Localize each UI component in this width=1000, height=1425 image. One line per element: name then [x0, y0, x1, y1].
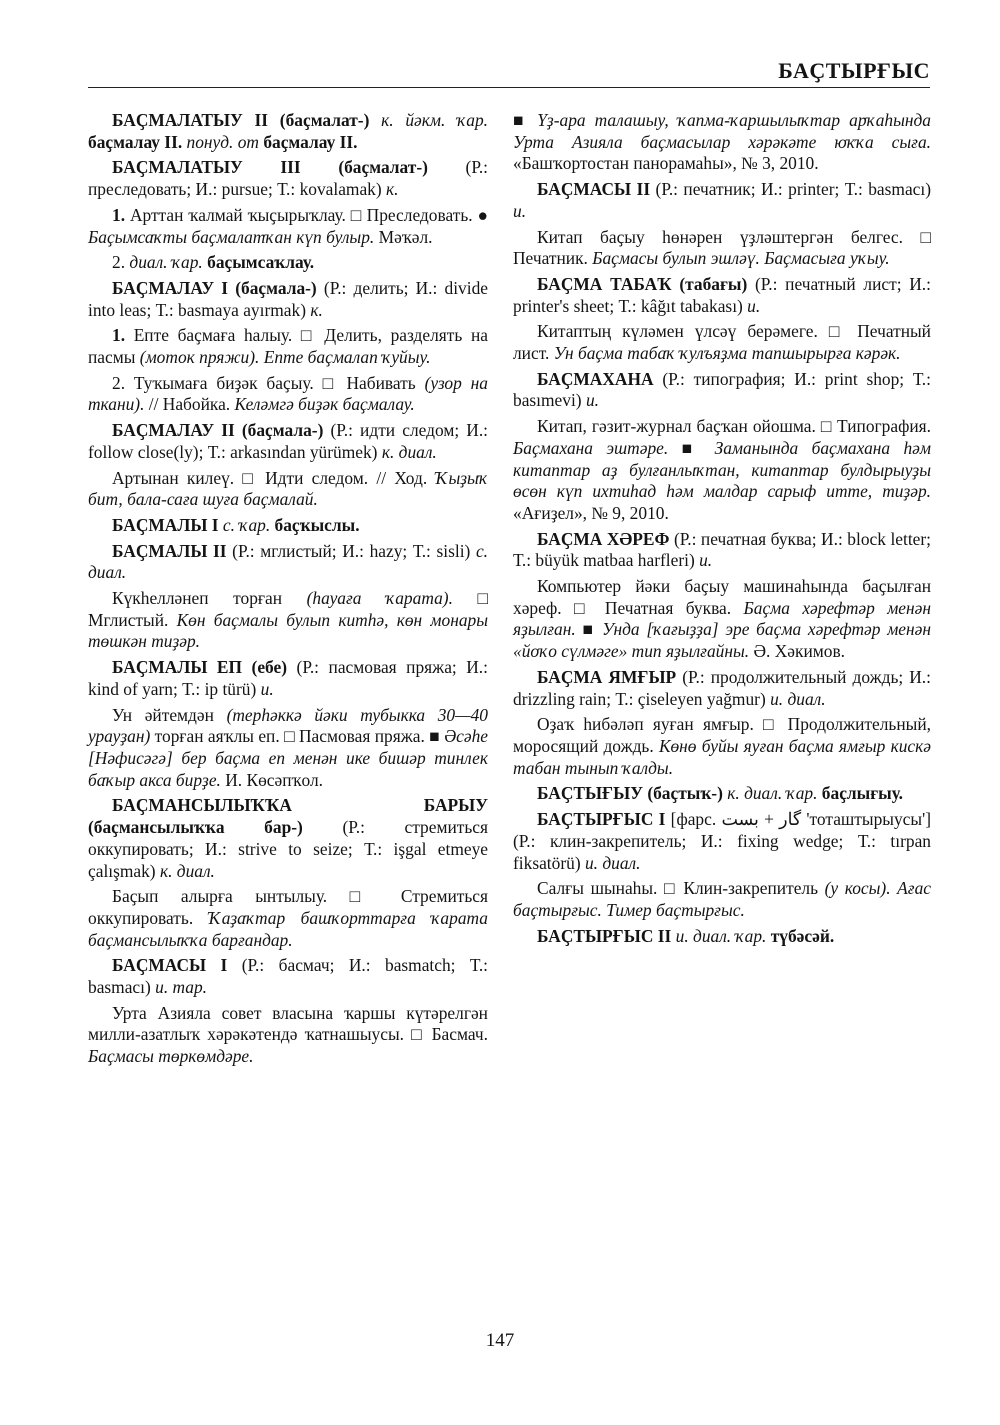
- text: ■: [513, 110, 538, 130]
- text: Мәҡәл.: [378, 226, 433, 247]
- italic-text: понуд. от: [186, 131, 264, 152]
- bold-text: түбәсәй.: [770, 925, 835, 946]
- entry-basmalau-1: [88, 278, 488, 321]
- bold-text: баҫлығыу.: [821, 783, 904, 804]
- text: Оҙаҡ һибәләп яуған ямғыр. □ Продолжительный, моросящий дождь.: [513, 714, 931, 756]
- italic-text: Баҫма хәрефтәр менән яҙылған.: [513, 597, 931, 640]
- italic-text: с. диал.: [88, 540, 489, 583]
- entry-basmakhana: [513, 369, 931, 412]
- text: Салғы шынаһы. □ Клин-закрепитель: [537, 878, 825, 899]
- bold-text: БАҪМАЛЫ ЕП (ебе): [112, 657, 297, 678]
- italic-text: и.: [585, 390, 599, 411]
- bold-text: БАҪМАЛАУ II (баҫмала-): [112, 420, 331, 441]
- bold-text: БАҪМАХАНА: [537, 368, 663, 389]
- bold-text: БАҪТЫРҒЫС I: [537, 809, 671, 830]
- bold-text: БАҪМАЛАТЫУ II (баҫмалат-): [112, 110, 382, 130]
- entry-basmaly-ep: [88, 657, 488, 700]
- sense: [88, 705, 488, 792]
- text: (Р.: мглистый; И.: hazy; Т.: sisli): [232, 540, 476, 561]
- sense: [88, 205, 488, 248]
- text: (Р.: басмач; И.: basmatch; Т.: basmacı): [88, 955, 488, 998]
- italic-text: диал. ҡар.: [129, 252, 208, 273]
- text: □ Мглистый.: [88, 588, 489, 630]
- text: [фарс. گار + بست 'тоташтырыусы'] (Р.: клин-закрепитель; И.: fixing wedge; Т.: tırpan fiksatörü): [513, 809, 931, 873]
- italic-text: Үҙ-ара талашыу, ҡапма-ҡаршылыҡтар арҡаһында Урта Азияла баҫмасылар хәрәкәте юҡҡа сыға.: [513, 110, 931, 152]
- bold-text: ●: [477, 204, 489, 225]
- text: Баҫып алырға ынтылыу. □ Стремиться оккупировать.: [88, 886, 488, 928]
- text: Ә. Хәкимов.: [753, 641, 846, 662]
- italic-text: к.: [310, 299, 323, 320]
- text: ■: [582, 619, 603, 640]
- entry-basmalatyu-3: [88, 157, 488, 200]
- italic-text: (моток пряжи). Епте баҫмалап ҡуйыу.: [139, 347, 431, 368]
- example: [513, 110, 931, 175]
- bold-text: баҫымсаҡлау.: [207, 252, 315, 273]
- entry-bastyrgys-2: [513, 926, 931, 948]
- bold-text: баҫмалау II.: [263, 131, 358, 152]
- sense: [88, 325, 488, 368]
- text: торған аяҡлы еп. □ Пасмовая пряжа. ■: [154, 726, 445, 747]
- entry-bastygyu: [513, 783, 931, 805]
- text: Урта Азияла совет власына ҡаршы күтәрелгән милли-азатлыҡ хәрәкәтендә ҡатнашыусы. □ Басмач.: [88, 1002, 488, 1045]
- entry-basma-yamgyr: [513, 667, 931, 710]
- bold-text: БАҪМАЛАУ I (баҫмала-): [112, 277, 324, 298]
- text: Китап баҫыу һөнәрен үҙләштергән белгес. □ Печатник.: [513, 226, 931, 269]
- italic-text: Ун баҫма табаҡ ҡулъяҙма тапшырырға кәрәк.: [553, 343, 901, 364]
- sense: [513, 321, 931, 364]
- italic-text: (һауаға ҡарата).: [306, 588, 478, 609]
- text: // Набойка.: [148, 394, 235, 415]
- italic-text: к. диал. ҡар.: [727, 783, 822, 804]
- italic-text: Заманында баҫмахана һәм китаптар аҙ булғанлыҡтан, китаптар булдырыуҙы өсөн күп ихтиһад һәм малдар сарыф итте, тиҙәр.: [513, 437, 931, 502]
- text: (Р.: печатник; И.: printer; Т.: basmacı): [655, 179, 932, 200]
- bold-text: БАҪМАЛАТЫУ III (баҫмалат-): [112, 157, 466, 178]
- italic-text: Көнө буйы яуған баҫма ямғыр кискә табан тынып ҡалды.: [513, 735, 931, 778]
- italic-text: и.: [260, 678, 274, 699]
- text: «Ағиҙел», № 9, 2010.: [513, 502, 669, 523]
- italic-text: и.: [699, 550, 713, 571]
- page-number: 147: [485, 1330, 515, 1351]
- text: Артынан килеү. □ Идти следом. // Ход.: [112, 467, 436, 488]
- bold-text: 1.: [112, 325, 134, 346]
- text: ■: [681, 437, 715, 458]
- entry-basmalau-2: [88, 420, 488, 463]
- sense: [88, 886, 488, 951]
- italic-text: Ҡаҙаҡтар башҡорттарға ҡарата баҫмансылыҡҡа барғандар.: [88, 907, 488, 950]
- italic-text: Баҫмахана эштәре.: [513, 437, 682, 458]
- italic-text: к. йәкм. ҡар.: [381, 110, 488, 130]
- entry-basmasy-1: [88, 955, 488, 998]
- sense: [88, 1003, 488, 1068]
- bold-text: БАҪМА ТАБАҠ (табағы): [537, 273, 755, 294]
- text: Ун әйтемдән: [112, 704, 227, 725]
- left-column: [88, 110, 488, 1072]
- bold-text: БАҪМА ХӘРЕФ: [537, 528, 674, 549]
- sense: [513, 714, 931, 779]
- entry-basmasy-2: [513, 179, 931, 222]
- header-rule: [88, 87, 930, 88]
- italic-text: (узор на ткани).: [88, 372, 489, 415]
- sense: [88, 468, 488, 511]
- bold-text: БАҪМАЛЫ I: [112, 514, 223, 535]
- running-head: БАҪТЫРҒЫС: [778, 58, 930, 83]
- text: 2. Туҡымаға биҙәк баҫыу. □ Набивать: [112, 372, 425, 393]
- text: (Р.: преследовать; И.: pursue; Т.: kovalamak): [88, 157, 488, 200]
- sense: [513, 576, 931, 663]
- italic-text: с. ҡар.: [222, 514, 275, 535]
- bold-text: БАҪМА ЯМҒЫР: [537, 666, 683, 687]
- entry-basmaly-1: [88, 515, 488, 537]
- text: (Р.: идти следом; И.: follow close(ly); Т.: arkasından yürümek): [88, 420, 489, 462]
- sense: [88, 252, 488, 274]
- bold-text: БАҪМАСЫ I: [112, 955, 242, 976]
- sense: [513, 416, 931, 525]
- text: (Р.: стремиться оккупировать; И.: strive to seize; Т.: işgal etmeye çalışmak): [88, 817, 489, 881]
- italic-text: и. диал.: [770, 688, 826, 709]
- italic-text: Баҫмасы булып эшләү. Баҫмасыға уҡыу.: [592, 248, 890, 269]
- italic-text: (терһәккә йәки тубыкка 30—40 урауҙан): [88, 704, 488, 747]
- italic-text: и.: [513, 200, 527, 221]
- italic-text: к.: [386, 179, 399, 200]
- italic-text: Келәмгә биҙәк баҫмалау.: [234, 394, 415, 415]
- text: Китаптың күләмен үлсәү берәмеге. □ Печатный лист.: [513, 321, 931, 364]
- right-column: [513, 110, 931, 951]
- italic-text: Көн баҫмалы булып китһә, көн монары төшкән тиҙәр.: [88, 609, 488, 652]
- bold-text: 1.: [112, 204, 130, 225]
- italic-text: Унда [ҡағыҙҙа] эре баҫма хәрефтәр менән «йоҡо сүлмәге» тип яҙылғайны.: [513, 619, 931, 662]
- entry-bastyrgys-1: [513, 809, 931, 874]
- entry-basmalatyu-2: [88, 110, 488, 153]
- text: (Р.: печатная буква; И.: block letter; Т.: büyük matbaa harfleri): [513, 528, 931, 571]
- bold-text: БАҪМАНСЫЛЫҠҠА БАРЫУ (баҫмансылыҡҡа бар-): [88, 795, 488, 838]
- text: Китап, гәзит-журнал баҫҡан ойошма. □ Типография.: [537, 416, 931, 437]
- text: (Р.: печатный лист; И.: printer's sheet; Т.: kâğıt tabakası): [513, 273, 931, 316]
- italic-text: (у косы). Ағас баҫтырғыс. Тимер баҫтырғыс.: [513, 878, 931, 920]
- entry-basma-tabak: [513, 274, 931, 317]
- text: (Р.: типография; И.: print shop; Т.: basımevi): [513, 368, 931, 411]
- entry-basmaly-2: [88, 541, 488, 584]
- italic-text: и. диал. ҡар.: [675, 925, 771, 946]
- text: (Р.: делить; И.: divide into leas; Т.: basmaya ayırmak): [88, 277, 488, 320]
- italic-text: Баҫымсаҡты баҫмалатҡан күп булыр.: [88, 226, 379, 247]
- text: 2.: [112, 252, 130, 273]
- italic-text: Ҡыҙыҡ бит, бала-саға шуға баҫмалай.: [88, 467, 488, 510]
- italic-text: и.: [747, 295, 761, 316]
- text: И. Көсәпҡол.: [225, 769, 324, 790]
- text: (Р.: пасмовая пряжа; И.: kind of yarn; Т.: ip türü): [88, 657, 488, 699]
- bold-text: БАҪМАЛЫ II: [112, 540, 233, 561]
- entry-basmansylykka: [88, 795, 488, 882]
- entry-basma-khareф: [513, 529, 931, 572]
- italic-text: и. тар.: [155, 977, 208, 998]
- italic-text: Әсәһе [Нәфисәгә] бер баҫма еп менән ике бишәр тинлек баҡыр акса бирҙе.: [88, 726, 488, 790]
- bold-text: баҫмалау II.: [88, 131, 187, 152]
- text: Компьютер йәки баҫыу машинаһында баҫылған хәреф. □ Печатная буква.: [513, 576, 931, 618]
- bold-text: БАҪТЫҒЫУ (баҫтыҡ-): [537, 783, 728, 804]
- bold-text: баҫҡыслы.: [274, 514, 360, 535]
- italic-text: и. диал.: [584, 852, 641, 873]
- text: (Р.: продолжительный дождь; И.: drizzling rain; Т.: çiseleyen yağmur): [513, 666, 931, 709]
- text: Арттан ҡалмай ҡыҫырыҡлау. □ Преследовать.: [129, 204, 478, 225]
- sense: [88, 588, 488, 653]
- italic-text: к. диал.: [159, 860, 215, 881]
- text: Епте баҫмаға һалыу. □ Делить, разделять на пасмы: [88, 325, 488, 368]
- bold-text: БАҪТЫРҒЫС II: [537, 925, 676, 946]
- sense: [513, 878, 931, 921]
- italic-text: Баҫмасы төркөмдәре.: [88, 1046, 254, 1067]
- sense: [88, 373, 488, 416]
- italic-text: к. диал.: [381, 441, 437, 462]
- text: «Башҡортостан панорамаһы», № 3, 2010.: [513, 153, 819, 174]
- bold-text: БАҪМАСЫ II: [537, 179, 656, 200]
- text: Күкһелләнеп торған: [112, 588, 307, 609]
- sense: [513, 227, 931, 270]
